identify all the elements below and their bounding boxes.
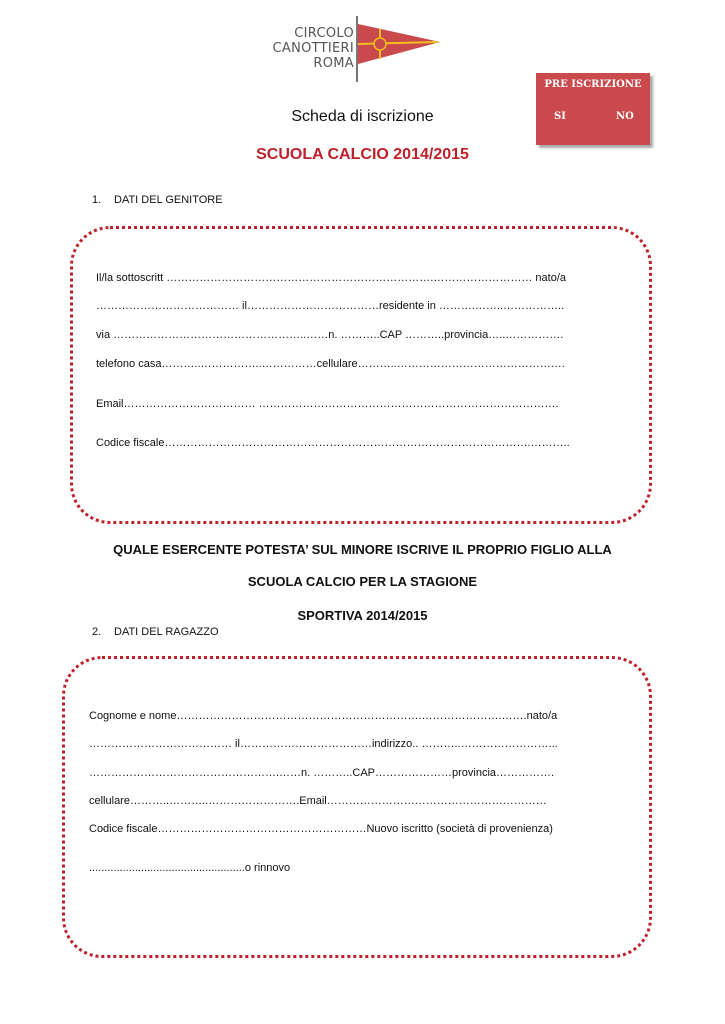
genitore-line-5[interactable]: Email……………………………… ………………………………………………………………………. xyxy=(96,398,559,410)
genitore-line-2[interactable]: ………………………………… il………………………………residente in ……….……..…………….. xyxy=(96,300,565,312)
option-si[interactable]: SI xyxy=(554,111,566,122)
logo-line-3: ROMA xyxy=(313,56,354,71)
statement-line-2: SCUOLA CALCIO PER LA STAGIONE xyxy=(247,574,478,589)
genitore-line-1[interactable]: Il/la sottoscritt ……………………………………………………………….……………………… nato/a xyxy=(96,272,566,284)
genitore-line-6[interactable]: Codice fiscale……………………………………………………………………………………….……….. xyxy=(96,437,570,449)
genitore-frame xyxy=(70,226,652,524)
genitore-line-4[interactable]: telefono casa………..……………..……………cellulare………..………………………………………. xyxy=(96,358,565,370)
option-no[interactable]: NO xyxy=(616,111,634,122)
section-label: DATI DEL GENITORE xyxy=(114,194,223,206)
section-number: 2. xyxy=(92,626,102,638)
page-subtitle: SCUOLA CALCIO 2014/2015 xyxy=(256,146,469,163)
section-heading-ragazzo xyxy=(92,626,219,638)
ragazzo-line-2[interactable]: ………………………………… il………………………………indirizzo.. ………..……………………... xyxy=(89,738,558,750)
statement-line-1: QUALE ESERCENTE POTESTA’ SUL MINORE ISCRIVE IL PROPRIO FIGLIO ALLA xyxy=(113,542,612,557)
ragazzo-line-5[interactable]: Codice fiscale…………………………………………………Nuovo iscritto (società di provenienza) xyxy=(89,823,553,835)
section-label: DATI DEL RAGAZZO xyxy=(114,626,219,638)
genitore-line-3[interactable]: via ……………………………………………..……n. ………..CAP ………..provincia…..……………. xyxy=(96,329,564,341)
ragazzo-line-6[interactable]: ...................................................o rinnovo xyxy=(89,862,291,874)
ragazzo-line-4[interactable]: cellulare………..………..…………………….Email…………………………………………………… xyxy=(89,795,547,807)
page-title: Scheda di iscrizione xyxy=(291,108,434,125)
ragazzo-line-3[interactable]: …………………………………………….……n. ………..CAP…………………provincia……………. xyxy=(89,767,555,779)
club-logo xyxy=(254,14,444,84)
ragazzo-frame xyxy=(62,656,652,958)
pre-iscrizione-title: PRE ISCRIZIONE xyxy=(544,79,642,90)
statement-line-3: SPORTIVA 2014/2015 xyxy=(297,608,428,623)
logo-line-2: CANOTTIERI xyxy=(272,41,354,56)
ragazzo-line-1[interactable]: Cognome e nome………………………………………………………….………………….…….nato/a xyxy=(89,710,558,722)
flag-icon xyxy=(350,14,444,84)
section-number: 1. xyxy=(92,194,102,206)
logo-line-1: CIRCOLO xyxy=(294,26,354,41)
section-heading-genitore xyxy=(92,194,223,206)
